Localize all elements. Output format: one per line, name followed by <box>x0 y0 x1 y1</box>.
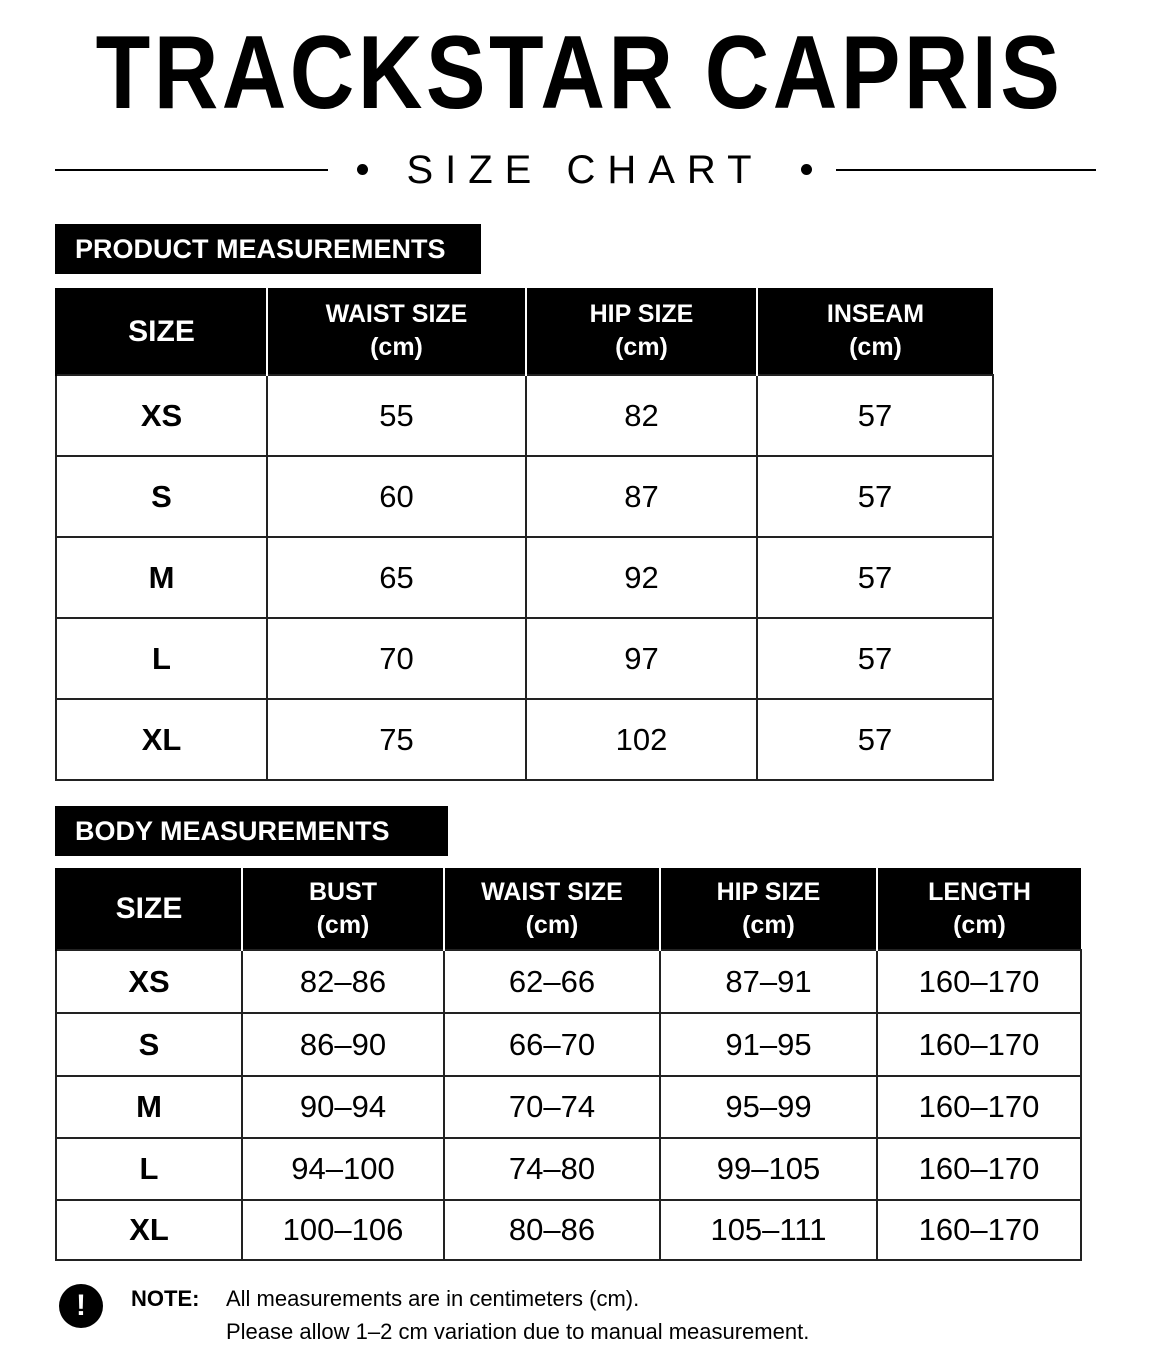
exclamation-icon: ! <box>59 1284 103 1328</box>
size-cell: M <box>56 537 267 618</box>
waist-cell: 74–80 <box>444 1138 660 1200</box>
note-line-1: All measurements are in centimeters (cm). <box>226 1286 640 1311</box>
header-line2: (cm) <box>316 910 370 939</box>
body-measurements-heading: BODY MEASUREMENTS <box>55 806 448 856</box>
header-line1: WAIST SIZE <box>325 300 468 328</box>
column-header-bust <box>242 868 444 950</box>
subtitle-row <box>55 142 1096 198</box>
length-cell: 160–170 <box>877 1138 1081 1200</box>
header-line1: LENGTH <box>928 877 1031 906</box>
column-header-size <box>56 868 242 950</box>
hip-cell: 92 <box>526 537 757 618</box>
size-cell: XL <box>56 1200 242 1260</box>
size-cell: L <box>56 1138 242 1200</box>
waist-cell: 70–74 <box>444 1076 660 1138</box>
waist-cell: 60 <box>267 456 526 537</box>
column-header-size <box>56 288 267 375</box>
note-label: NOTE: <box>131 1286 200 1311</box>
header-line1: INSEAM <box>826 300 925 328</box>
bust-cell: 90–94 <box>242 1076 444 1138</box>
header-line1: BUST <box>308 877 378 906</box>
body-measurements-table <box>55 868 1082 1261</box>
header-line2: (cm) <box>849 333 902 361</box>
table-row <box>56 456 993 537</box>
waist-cell: 66–70 <box>444 1013 660 1076</box>
table-row <box>56 1076 1081 1138</box>
header-line1: SIZE <box>115 892 183 925</box>
waist-cell: 65 <box>267 537 526 618</box>
product-measurements-heading: PRODUCT MEASUREMENTS <box>55 224 481 274</box>
header-line1: SIZE <box>128 314 195 348</box>
hip-cell: 91–95 <box>660 1013 877 1076</box>
length-cell: 160–170 <box>877 950 1081 1013</box>
size-cell: S <box>56 1013 242 1076</box>
bust-cell: 86–90 <box>242 1013 444 1076</box>
hip-cell: 87 <box>526 456 757 537</box>
column-header-hip <box>526 288 757 375</box>
size-cell: L <box>56 618 267 699</box>
inseam-cell: 57 <box>757 618 993 699</box>
header-line2: (cm) <box>615 333 668 361</box>
hip-cell: 82 <box>526 375 757 456</box>
inseam-cell: 57 <box>757 375 993 456</box>
column-header-hip <box>660 868 877 950</box>
waist-cell: 62–66 <box>444 950 660 1013</box>
table-row <box>56 618 993 699</box>
length-cell: 160–170 <box>877 1200 1081 1260</box>
hip-cell: 87–91 <box>660 950 877 1013</box>
length-cell: 160–170 <box>877 1076 1081 1138</box>
subtitle: SIZE CHART <box>406 148 764 192</box>
divider-left <box>55 169 328 171</box>
inseam-cell: 57 <box>757 456 993 537</box>
header-line2: (cm) <box>742 910 795 939</box>
table-row <box>56 537 993 618</box>
header-line2: (cm) <box>370 333 423 361</box>
header-line2: (cm) <box>525 910 579 939</box>
header-line1: WAIST SIZE <box>481 877 623 906</box>
table-row <box>56 699 993 780</box>
header-line2: (cm) <box>953 910 1006 939</box>
table-row <box>56 375 993 456</box>
length-cell: 160–170 <box>877 1013 1081 1076</box>
waist-cell: 55 <box>267 375 526 456</box>
header-line1: HIP SIZE <box>589 300 694 328</box>
table-row <box>56 1200 1081 1260</box>
column-header-waist <box>267 288 526 375</box>
hip-cell: 102 <box>526 699 757 780</box>
bust-cell: 100–106 <box>242 1200 444 1260</box>
size-cell: XS <box>56 375 267 456</box>
size-cell: S <box>56 456 267 537</box>
note-line-2: Please allow 1–2 cm variation due to manual measurement. <box>226 1319 810 1344</box>
bullet-right <box>801 164 812 175</box>
size-cell: XS <box>56 950 242 1013</box>
waist-cell: 80–86 <box>444 1200 660 1260</box>
column-header-length <box>877 868 1081 950</box>
hip-cell: 99–105 <box>660 1138 877 1200</box>
hip-cell: 97 <box>526 618 757 699</box>
divider-right <box>836 169 1096 171</box>
table-header-row <box>56 288 993 375</box>
inseam-cell: 57 <box>757 537 993 618</box>
product-measurements-table <box>55 288 994 781</box>
column-header-waist <box>444 868 660 950</box>
table-row <box>56 1138 1081 1200</box>
table-row <box>56 950 1081 1013</box>
bust-cell: 82–86 <box>242 950 444 1013</box>
page-title: TRACKSTAR CAPRIS <box>95 15 1064 131</box>
hip-cell: 95–99 <box>660 1076 877 1138</box>
waist-cell: 70 <box>267 618 526 699</box>
size-cell: XL <box>56 699 267 780</box>
bullet-left <box>357 164 368 175</box>
waist-cell: 75 <box>267 699 526 780</box>
column-header-inseam <box>757 288 993 375</box>
size-cell: M <box>56 1076 242 1138</box>
bust-cell: 94–100 <box>242 1138 444 1200</box>
inseam-cell: 57 <box>757 699 993 780</box>
table-row <box>56 1013 1081 1076</box>
header-line1: HIP SIZE <box>716 877 821 906</box>
hip-cell: 105–111 <box>660 1200 877 1260</box>
table-header-row <box>56 868 1081 950</box>
